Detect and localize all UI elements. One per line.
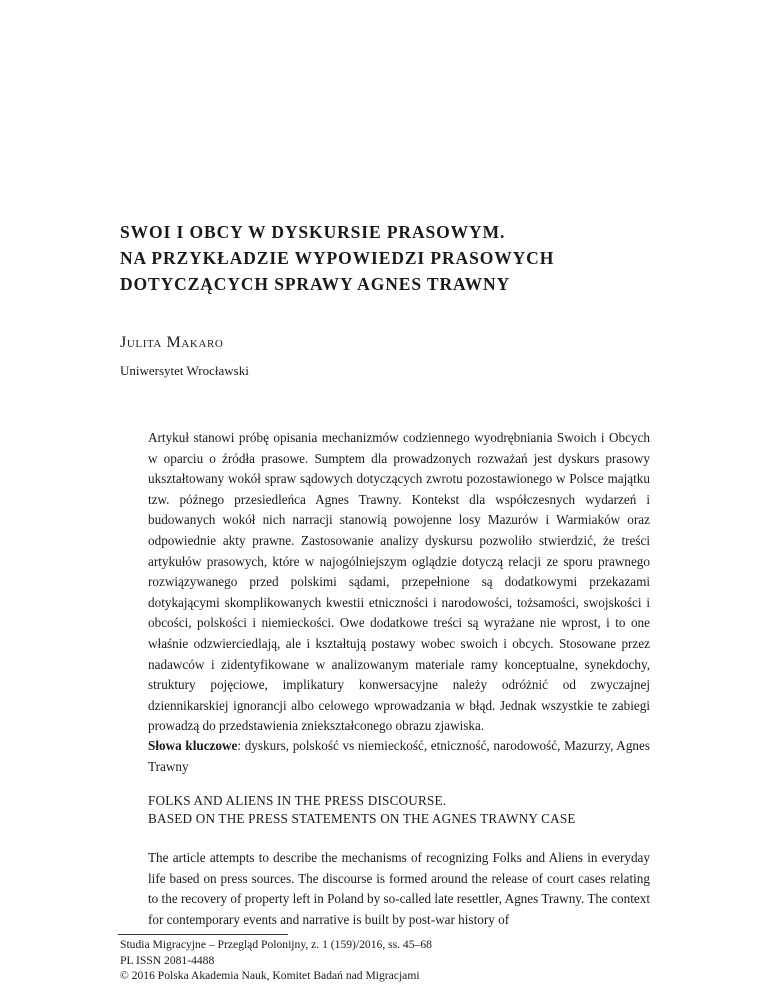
abstract-polish: Artykuł stanowi próbę opisania mechanizmów codziennego wyodrębniania Swoich i Obcych w oparciu o źródła prasowe. Sumptem dla prowadzonych rozważań jest dyskurs prasowy ukształtowany wokół spraw sądowych dotyczących zwrotu pozostawionego w Polsce majątku tzw. późnego przesiedleńca Agnes Trawny. Kontekst dla współczesnych wydarzeń i budowanych wokół nich narracji stanowią powojenne losy Mazurów i Warmiaków oraz odpowiednie akty prawne. Zastosowanie analizy dyskursu pozwoliło stwierdzić, że treści artykułów prasowych, które w najogólniejszym oglądzie dotyczą relacji ze sporu prawnego rozwiązywanego przed polskimi sądami, przepełnione są dodatkowymi przekazami dotykającymi skomplikowanych kwestii etniczności i narodowości, tożsamości, swojskości i obcości, polskości i niemieckości. Owe dodatkowe treści są wyrażane nie wprost, i to one właśnie odzwierciedlają, ale i kształtują postawy wobec swoich i obcych. Stosowane przez nadawców i zidentyfikowane w analizowanym materiale ramy konceptualne, synekdochy, struktury pojęciowe, implikatury konwersacyjne należy odróżnić od zwyczajnej dziennikarskiej ignorancji albo celowego wprowadzania w błąd. Jednak wszystkie te zabiegi prowadzą do przedstawienia zniekształconego obrazu zjawiska. [148,430,650,734]
keywords-label: Słowa kluczowe [148,738,238,753]
article-title-line: NA PRZYKŁADZIE WYPOWIEDZI PRASOWYCH [120,248,555,268]
article-title [120,219,680,297]
journal-issn: PL ISSN 2081-4488 [120,953,215,967]
journal-footer [120,937,432,984]
journal-citation: Studia Migracyjne – Przegląd Polonijny, z. 1 (159)/2016, ss. 45–68 [120,938,432,951]
journal-copyright: © 2016 Polska Akademia Nauk, Komitet Badań nad Migracjami [120,969,420,982]
article-title-line: SWOI I OBCY W DYSKURSIE PRASOWYM. [120,222,506,242]
keywords-text: : dyskurs, polskość vs niemieckość, etniczność, narodowość, Mazurzy, Agnes Trawny [148,738,651,774]
english-title-line: FOLKS AND ALIENS IN THE PRESS DISCOURSE. [148,793,447,808]
abstract-english: The article attempts to describe the mechanisms of recognizing Folks and Aliens in everyday life based on press sources. The discourse is formed around the release of court cases relating to the recovery of property left in Poland by so-called late resettler, Agnes Trawny. The context for contemporary events and narrative is built by post-war history of [148,850,650,927]
footnote-divider [118,934,288,935]
author-name: Julita Makaro [120,334,224,351]
article-title-line: DOTYCZĄCYCH SPRAWY AGNES TRAWNY [120,274,511,294]
english-title-line: BASED ON THE PRESS STATEMENTS ON THE AGNES TRAWNY CASE [148,811,576,826]
english-title [148,792,668,828]
author-affiliation: Uniwersytet Wrocławski [120,363,249,378]
keywords [148,736,650,777]
